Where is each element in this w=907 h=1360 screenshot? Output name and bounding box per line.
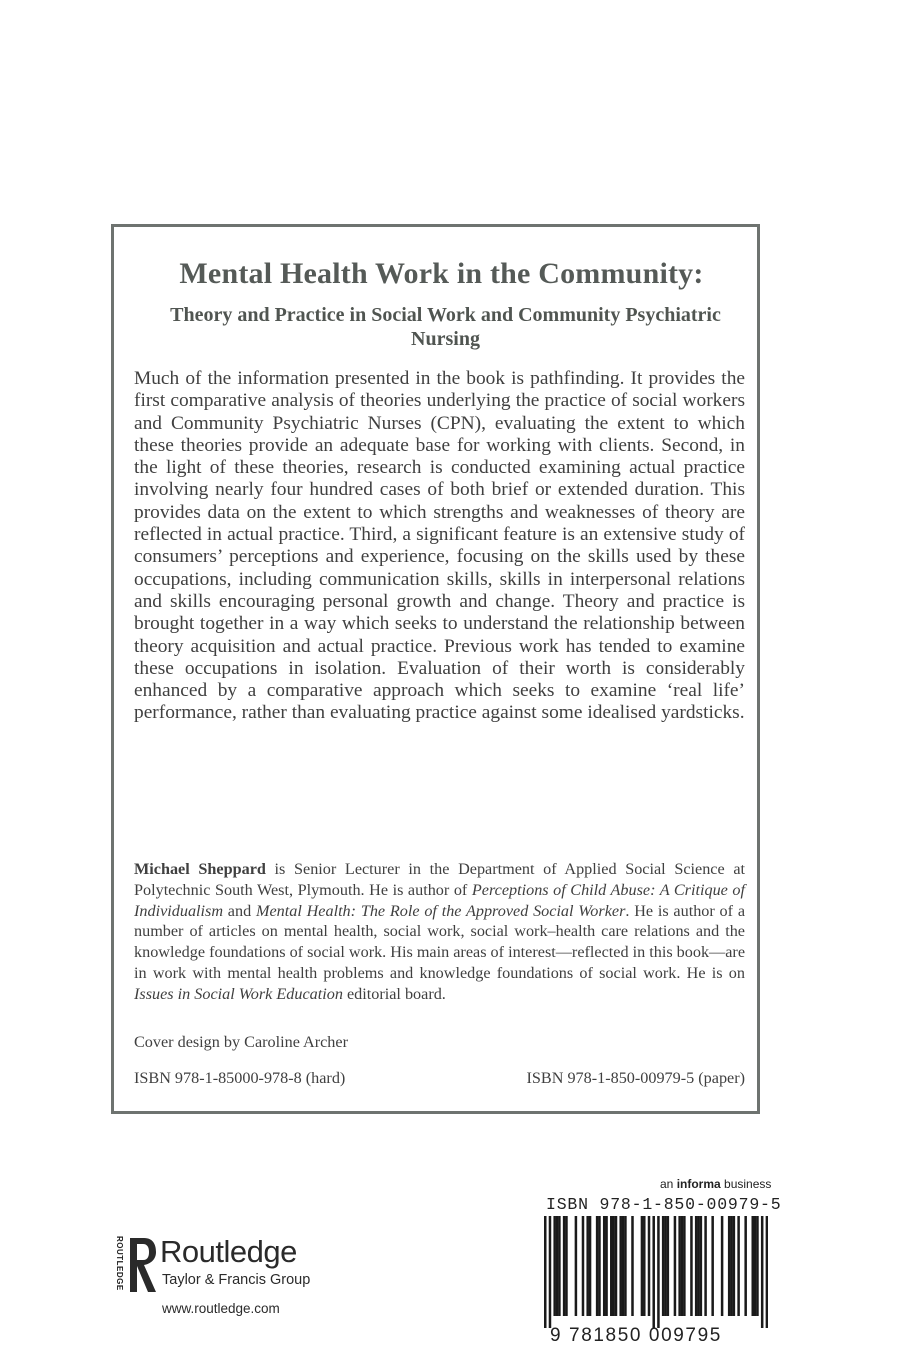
routledge-logo <box>108 1228 328 1298</box>
barcode-bar <box>619 1216 622 1316</box>
barcode-bar <box>643 1216 646 1316</box>
barcode-bar <box>730 1216 733 1316</box>
barcode-bar <box>641 1216 644 1316</box>
isbn-barcode <box>544 1216 768 1328</box>
book-subtitle: Theory and Practice in Social Work and Community Psychiatric Nursing <box>170 304 721 350</box>
barcode-bar <box>700 1216 703 1316</box>
publisher-group: Taylor & Francis Group <box>162 1272 311 1288</box>
barcode-bar <box>690 1216 693 1316</box>
barcode-bar <box>622 1216 625 1316</box>
barcode-bar <box>598 1216 601 1316</box>
barcode-bar <box>695 1216 698 1316</box>
barcode-bar <box>586 1216 589 1316</box>
book-description: Much of the information presented in the book is pathfinding. It provides the first comparative analysis of theories underlying the practice of social workers and Community Psychiatric Nurses (CPN), evaluating the extent to which these theories provide an adequate base for working with clients. Second, in the light of these theories, research is conducted examining actual practice involving nearly four hundred cases of both brief or extended duration. This provides data on the extent to which strengths and weaknesses of theory are reflected in actual practice. Third, a significant feature is an extensive study of consumers’ perceptions and experience, focusing on the skills used by these occupations, including communication skills, skills in interpersonal relations and skills encouraging personal growth and change. Theory and practice is brought together in a way which seeks to understand the relationship between theory acquisition and actual practice. Previous work has tended to examine these occupations in isolation. Evaluation of their worth is considerably enhanced by a comparative approach which seeks to examine ‘real life’ performance, rather than evaluating practice against some idealised yardsticks. <box>134 368 745 724</box>
publisher-website: www.routledge.com <box>162 1301 280 1316</box>
barcode-bar <box>754 1216 757 1316</box>
logo-vertical-text: ROUTLEDGE <box>115 1236 124 1291</box>
bio-text-2: and <box>223 901 256 920</box>
barcode-bar <box>664 1216 667 1316</box>
barcode-bar <box>711 1216 714 1316</box>
informa-prefix: an <box>660 1177 677 1191</box>
barcode-bar <box>766 1216 768 1328</box>
barcode-bar <box>744 1216 747 1316</box>
barcode-bar <box>553 1216 556 1316</box>
barcode-bar <box>603 1216 606 1316</box>
barcode-bar <box>681 1216 684 1316</box>
cover-design-credit: Cover design by Caroline Archer <box>134 1033 348 1051</box>
barcode-bar <box>667 1216 670 1316</box>
barcode-bar <box>652 1216 655 1328</box>
barcode-bar <box>575 1216 578 1316</box>
routledge-r-icon <box>128 1236 158 1294</box>
barcode-bar <box>648 1216 651 1316</box>
isbn-paperback: ISBN 978-1-850-00979-5 (paper) <box>526 1069 745 1087</box>
barcode-bar <box>704 1216 707 1316</box>
informa-brand: informa <box>676 1177 721 1191</box>
barcode-bar <box>683 1216 686 1316</box>
barcode-bar <box>605 1216 608 1316</box>
barcode-bar <box>662 1216 665 1316</box>
barcode-bar <box>756 1216 759 1316</box>
barcode-bar <box>721 1216 724 1316</box>
isbn-hardback: ISBN 978-1-85000-978-8 (hard) <box>134 1069 346 1087</box>
barcode-bar <box>728 1216 731 1316</box>
barcode-bar <box>596 1216 599 1316</box>
bio-journal: Issues in Social Work Education <box>134 984 343 1003</box>
informa-suffix: business <box>720 1177 772 1191</box>
barcode-bar <box>678 1216 681 1316</box>
barcode-bar <box>589 1216 592 1316</box>
barcode-bar <box>761 1216 764 1328</box>
barcode-bar <box>615 1216 618 1316</box>
barcode-isbn-label: ISBN 978-1-850-00979-5 <box>546 1195 782 1214</box>
bio-text-3: . He is author of a number of articles on mental health, social work, social work–health care relations and the knowledge foundations of social work. His main areas of interest—reflected in this book—are in work with mental health problems and knowledge foundations of social work. He is on <box>134 901 746 982</box>
barcode-bar <box>697 1216 700 1316</box>
bio-book-2: Mental Health: The Role of the Approved Social Worker <box>255 901 626 920</box>
back-cover-panel <box>111 224 760 1114</box>
barcode-bar <box>544 1216 547 1328</box>
publisher-name: Routledge <box>160 1234 297 1269</box>
bio-book-1: Perceptions of Child Abuse: A Critique of Individualism <box>134 880 745 920</box>
barcode-bar <box>624 1216 627 1316</box>
book-title: Mental Health Work in the Community: <box>179 257 704 290</box>
barcode-bar <box>733 1216 736 1316</box>
barcode-bar <box>657 1216 660 1328</box>
barcode-bar <box>631 1216 634 1316</box>
barcode-bar <box>610 1216 613 1316</box>
barcode-bar <box>565 1216 568 1316</box>
barcode-bar <box>674 1216 677 1316</box>
barcode-digits: 9 781850 009795 <box>550 1325 722 1346</box>
barcode-bar <box>556 1216 559 1316</box>
bio-text-1: is Senior Lecturer in the Department of Applied Social Science at Polytechnic South West, Plymouth. He is author of <box>134 860 746 899</box>
barcode-bar <box>737 1216 740 1316</box>
author-bio <box>134 859 745 1005</box>
barcode-bar <box>563 1216 566 1316</box>
barcode-bar <box>751 1216 754 1316</box>
barcode-bar <box>612 1216 615 1316</box>
barcode-bar <box>549 1216 552 1328</box>
bio-text-4: editorial board. <box>342 984 446 1003</box>
informa-tagline <box>660 1177 771 1191</box>
barcode-bar <box>558 1216 561 1316</box>
barcode-bar <box>582 1216 585 1316</box>
author-name: Michael Sheppard <box>134 860 266 878</box>
